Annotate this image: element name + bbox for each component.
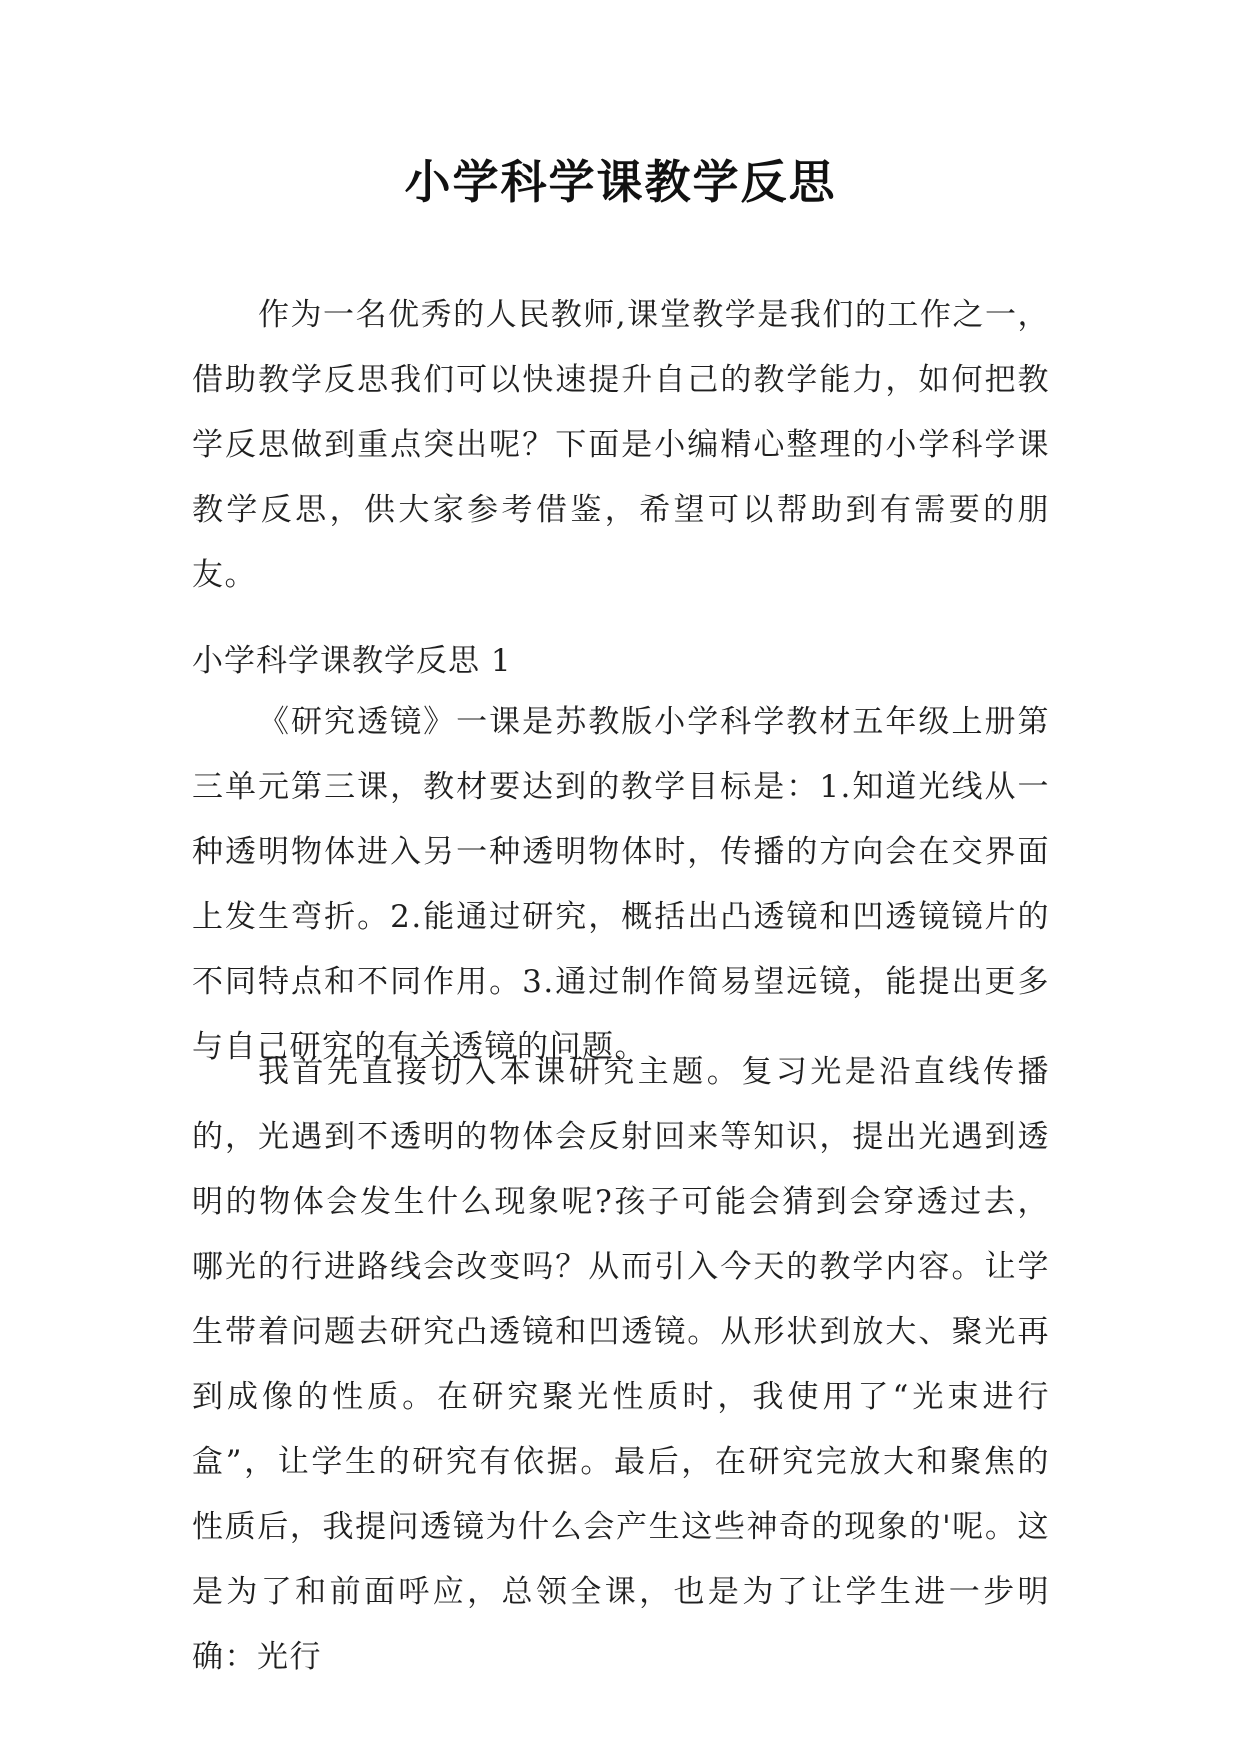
document-title: 小学科学课教学反思	[404, 155, 837, 209]
body-paragraph: 《研究透镜》一课是苏教版小学科学教材五年级上册第三单元第三课，教材要达到的教学目标是：1.知道光线从一种透明物体进入另一种透明物体时，传播的方向会在交界面上发生弯折。2.能通过研究，概括出凸透镜和凹透镜镜片的不同特点和不同作用。3.通过制作简易望远镜，能提出更多与自己研究的有关透镜的问题。	[192, 704, 1050, 1065]
intro-paragraph: 作为一名优秀的人民教师,课堂教学是我们的工作之一，借助教学反思我们可以快速提升自己的教学能力，如何把教学反思做到重点突出呢？下面是小编精心整理的小学科学课教学反思，供大家参考借鉴，希望可以帮助到有需要的朋友。	[192, 297, 1050, 593]
section-heading: 小学科学课教学反思 1	[192, 643, 512, 679]
body-paragraph: 我首先直接切入本课研究主题。复习光是沿直线传播的，光遇到不透明的物体会反射回来等知识，提出光遇到透明的物体会发生什么现象呢?孩子可能会猜到会穿透过去，哪光的行进路线会改变吗？从而引入今天的教学内容。让学生带着问题去研究凸透镜和凹透镜。从形状到放大、聚光再到成像的性质。在研究聚光性质时，我使用了“光束进行盒”，让学生的研究有依据。最后，在研究完放大和聚焦的性质后，我提问透镜为什么会产生这些神奇的现象的'呢。这是为了和前面呼应，总领全课，也是为了让学生进一步明确：光行	[192, 1054, 1050, 1675]
